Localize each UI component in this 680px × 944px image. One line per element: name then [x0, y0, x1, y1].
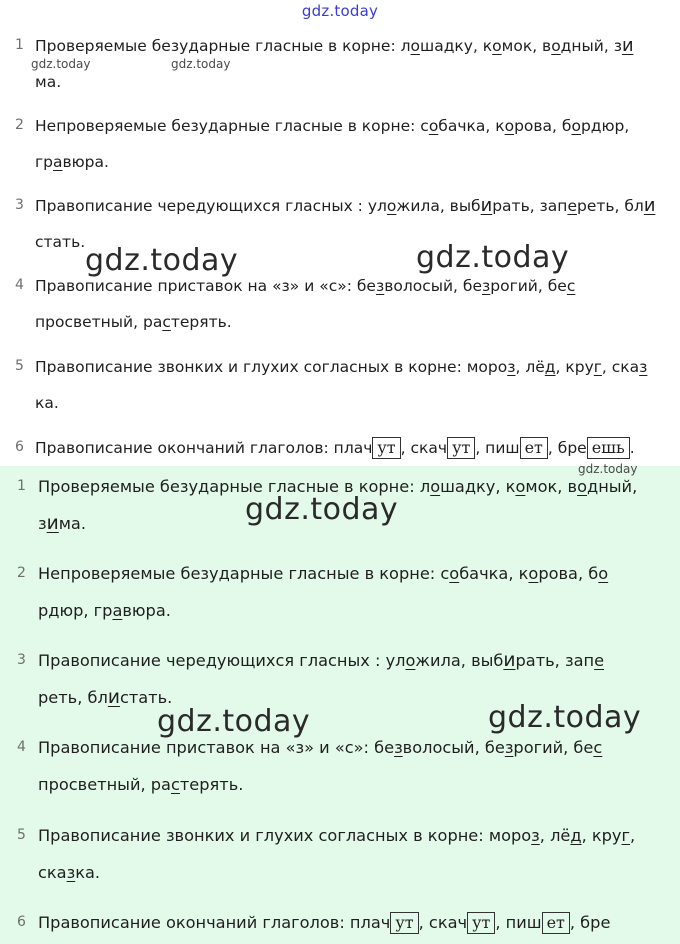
rule-text-line2: [38, 854, 668, 891]
highlighted-letter: д: [544, 358, 556, 376]
text-segment: рдюр, гр: [38, 601, 113, 620]
text-segment: вюра.: [122, 601, 171, 620]
rules-list-top: [0, 0, 680, 466]
highlighted-letter: о: [571, 117, 581, 135]
ending-box: ут: [372, 437, 400, 459]
rule-number: 6: [17, 914, 26, 930]
highlighted-letter: о: [598, 564, 609, 583]
ending-box: ет: [542, 912, 570, 934]
text-segment: Правописание приставок на «з» и «с»: бе: [35, 277, 376, 295]
highlighted-letter: о: [528, 564, 539, 583]
rule-text-line1: [38, 817, 668, 854]
rule-text-line2: [35, 385, 668, 421]
text-segment: стать.: [35, 233, 86, 251]
highlighted-letter: з: [375, 277, 385, 295]
highlighted-letter: о: [504, 117, 515, 135]
text-segment: Проверяемые безударные гласные в корне: л: [35, 37, 411, 55]
rule-text-line2: [35, 64, 668, 100]
rule-number: 3: [15, 197, 24, 213]
text-segment: мок, в: [525, 477, 578, 496]
highlighted-letter: и: [46, 513, 59, 534]
watermark: gdz.today: [85, 243, 239, 278]
text-segment: , скач: [400, 439, 448, 457]
text-segment: гр: [35, 153, 53, 171]
text-segment: просветный, ра: [38, 775, 171, 794]
text-segment: , кру: [581, 826, 622, 845]
ending-box: ут: [447, 437, 475, 459]
text-segment: бачка, к: [459, 564, 529, 583]
highlighted-letter: с: [566, 277, 576, 295]
rule-number: 6: [15, 439, 24, 455]
text-segment: жила, выб: [396, 197, 481, 215]
text-segment: просветный, ра: [35, 313, 163, 331]
text-segment: , скач: [418, 913, 468, 932]
highlighted-letter: з: [394, 738, 403, 757]
rule-number: 1: [17, 478, 26, 494]
text-segment: рогий, бе: [513, 738, 594, 757]
text-segment: Правописание приставок на «з» и «с»: бе: [38, 738, 395, 757]
text-segment: з: [38, 514, 47, 533]
text-segment: Непроверяемые безударные гласные в корне: с: [35, 117, 429, 135]
highlighted-letter: е: [567, 197, 577, 215]
watermark: gdz.today: [245, 492, 399, 527]
text-segment: рогий, бе: [490, 277, 567, 295]
text-segment: Проверяемые безударные гласные в корне: л: [38, 477, 431, 496]
text-segment: Правописание чередующихся гласных : ул: [35, 197, 387, 215]
highlighted-letter: о: [428, 117, 439, 135]
text-segment: Правописание звонких и глухих согласных в корне: моро: [38, 826, 532, 845]
watermark: gdz.today: [157, 704, 311, 739]
rule-number: 5: [17, 827, 26, 843]
highlighted-letter: о: [410, 37, 421, 55]
highlighted-letter: д: [570, 826, 582, 845]
highlighted-letter: о: [386, 197, 397, 215]
rule-text-line2: [38, 592, 668, 629]
highlighted-letter: г: [593, 358, 602, 376]
text-segment: терять.: [179, 775, 244, 794]
text-segment: , бре: [547, 439, 587, 457]
highlighted-letter: и: [480, 195, 493, 216]
text-segment: ма.: [58, 514, 86, 533]
text-segment: рать, зап: [492, 197, 568, 215]
site-logo[interactable]: gdz.today: [301, 2, 379, 20]
highlighted-letter: з: [507, 358, 516, 376]
text-segment: дный,: [587, 477, 638, 496]
ending-box: ут: [467, 912, 495, 934]
text-segment: Непроверяемые безударные гласные в корне: с: [38, 564, 450, 583]
text-segment: Правописание чередующихся гласных : ул: [38, 651, 406, 670]
text-segment: мок, в: [501, 37, 552, 55]
highlighted-letter: о: [492, 37, 502, 55]
text-segment: терять.: [170, 313, 232, 331]
highlighted-letter: з: [66, 863, 76, 882]
text-segment: рова, б: [514, 117, 572, 135]
highlighted-letter: а: [52, 153, 63, 171]
watermark: gdz.today: [416, 240, 570, 275]
highlighted-letter: о: [405, 651, 416, 670]
highlighted-letter: г: [621, 826, 631, 845]
text-segment: жила, выб: [415, 651, 504, 670]
highlighted-letter: и: [107, 687, 120, 708]
rule-text-line2: [38, 766, 668, 803]
ending-box: ешь: [587, 437, 630, 459]
highlighted-letter: о: [577, 477, 587, 496]
highlighted-letter: з: [531, 826, 540, 845]
rule-text-line1: [35, 188, 668, 224]
rule-text-line1: [38, 642, 668, 679]
highlighted-letter: о: [515, 477, 526, 496]
text-segment: шадку, к: [420, 37, 493, 55]
watermark: gdz.today: [488, 700, 642, 735]
highlighted-letter: и: [503, 650, 516, 671]
rule-text-line1: [35, 349, 668, 385]
highlighted-letter: а: [112, 601, 123, 620]
text-segment: , ска: [601, 358, 640, 376]
rule-text-line1: [38, 555, 668, 592]
text-segment: ка.: [35, 394, 59, 412]
text-segment: волосый, бе: [384, 277, 482, 295]
ending-box: ут: [390, 912, 418, 934]
text-segment: реть, бл: [576, 197, 644, 215]
watermark: gdz.today: [31, 57, 91, 71]
text-segment: , бре: [569, 913, 611, 932]
rule-text-line1: [35, 430, 668, 466]
text-segment: рова, б: [538, 564, 599, 583]
rule-number: 4: [15, 277, 24, 293]
rule-number: 5: [15, 358, 24, 374]
highlighted-letter: о: [449, 564, 460, 583]
highlighted-letter: о: [551, 37, 561, 55]
text-segment: Правописание окончаний глаголов: плач: [35, 439, 373, 457]
text-segment: , лё: [539, 826, 571, 845]
highlighted-letter: с: [593, 738, 603, 757]
text-segment: рдюр,: [580, 117, 630, 135]
rule-text-line1: [38, 904, 668, 941]
text-segment: реть, бл: [38, 688, 108, 707]
highlighted-letter: з: [639, 358, 648, 376]
rule-number: 2: [17, 565, 26, 581]
highlighted-letter: о: [430, 477, 441, 496]
text-segment: вюра.: [62, 153, 109, 171]
rule-number: 2: [15, 117, 24, 133]
highlighted-letter: е: [594, 651, 605, 670]
rule-number: 3: [17, 652, 26, 668]
text-segment: Правописание окончаний глаголов: плач: [38, 913, 391, 932]
text-segment: .: [629, 439, 635, 457]
text-segment: ска: [38, 863, 67, 882]
rule-text-line2: [35, 304, 668, 340]
highlighted-letter: с: [170, 775, 180, 794]
watermark: gdz.today: [171, 57, 231, 71]
highlighted-letter: з: [482, 277, 491, 295]
text-segment: стать.: [119, 688, 173, 707]
text-segment: , пиш: [475, 439, 520, 457]
watermark: gdz.today: [578, 462, 638, 476]
highlighted-letter: с: [162, 313, 171, 331]
text-segment: ма.: [35, 73, 62, 91]
rule-text-line1: [35, 28, 668, 64]
text-segment: рать, зап: [515, 651, 595, 670]
ending-box: ет: [520, 437, 548, 459]
text-segment: бачка, к: [438, 117, 505, 135]
rule-text-line1: [35, 108, 668, 144]
text-segment: , кру: [555, 358, 594, 376]
text-segment: дный, з: [560, 37, 622, 55]
highlighted-letter: и: [621, 35, 634, 56]
text-segment: , лё: [515, 358, 545, 376]
text-segment: ,: [630, 826, 636, 845]
rule-text-line2: [35, 144, 668, 180]
text-segment: волосый, бе: [402, 738, 505, 757]
text-segment: шадку, к: [440, 477, 516, 496]
rule-number: 1: [15, 37, 24, 53]
text-segment: , пиш: [495, 913, 542, 932]
highlighted-letter: з: [504, 738, 514, 757]
highlighted-letter: и: [643, 195, 656, 216]
rule-number: 4: [17, 739, 26, 755]
text-segment: Правописание звонких и глухих согласных в корне: моро: [35, 358, 508, 376]
text-segment: ка.: [75, 863, 101, 882]
